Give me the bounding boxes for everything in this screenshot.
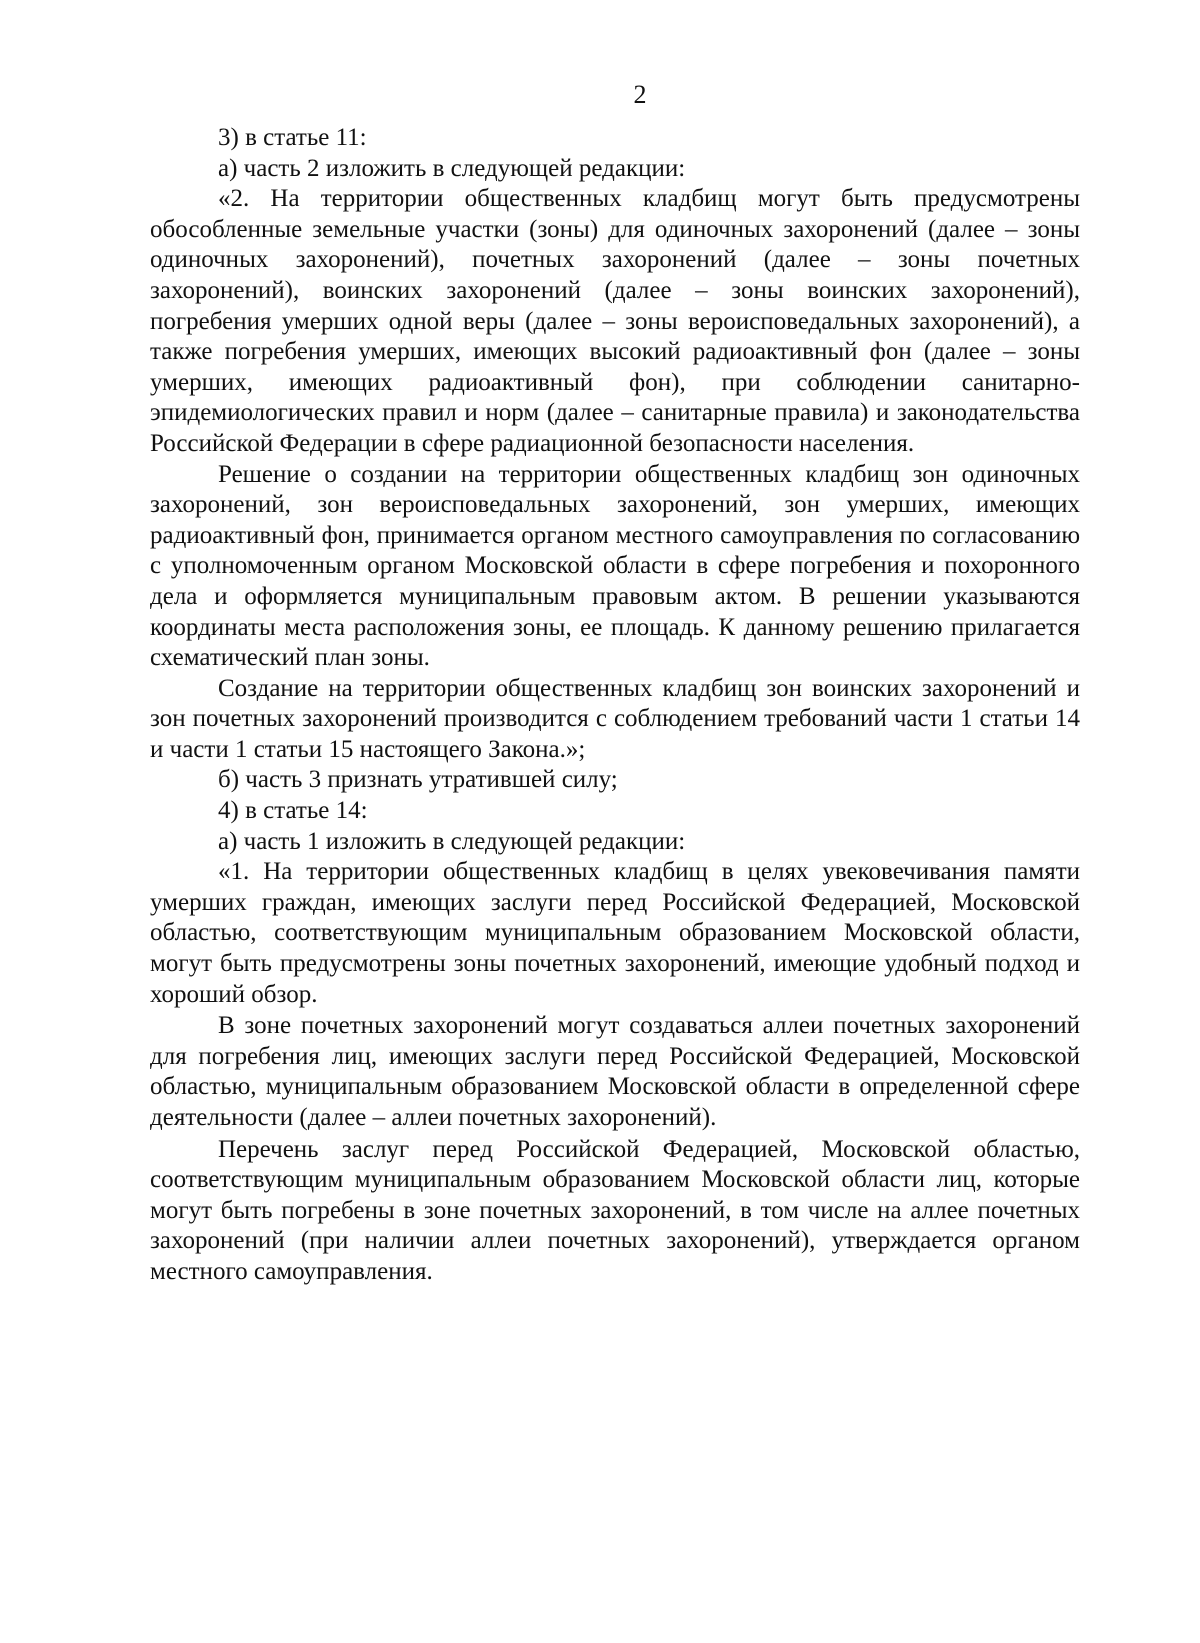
paragraph-military-honorary-zones: Создание на территории общественных кладбищ зон воинских захоронений и зон почетных захоронений производится с соблюдением требований части 1 статьи 14 и части 1 статьи 15 настоящего Закона.»; <box>150 674 1080 763</box>
paragraph-new-part-1-text: «1. На территории общественных кладбищ в целях увековечивания памяти умерших граждан, имеющих заслуги перед Российской Федерацией, Московской областью, соответствующим муниципальным образованием Московской области, могут быть предусмотрены зоны почетных захоронений, имеющие удобный подход и хороший обзор. <box>150 858 1080 1008</box>
paragraph-honorary-alleys: В зоне почетных захоронений могут создаваться аллеи почетных захоронений для погребения лиц, имеющих заслуги перед Российской Федерацией, Московской областью, муниципальным образованием Московской области в определенной сфере деятельности (далее – аллеи почетных захоронений). <box>150 1012 1080 1131</box>
document-body <box>150 123 1080 1288</box>
paragraph-article-14-heading: 4) в статье 14: <box>218 797 368 825</box>
paragraph-part-3-repealed: б) часть 3 признать утратившей силу; <box>218 766 618 794</box>
paragraph-article-11-heading: 3) в статье 11: <box>218 124 367 151</box>
paragraph-part-1-instruction: а) часть 1 изложить в следующей редакции: <box>218 827 686 855</box>
page-number: 2 <box>633 80 647 109</box>
paragraph-new-part-2-text: «2. На территории общественных кладбищ могут быть предусмотрены обособленные земельные участки (зоны) для одиночных захоронений (далее – зоны одиночных захоронений), почетных захоронений (далее – зоны почетных захоронений), воинских захоронений (далее – зоны воинских захоронений), погребения умерших одной веры (далее – зоны вероисповедальных захоронений), а также погребения умерших, имеющих высокий радиоактивный фон (далее – зоны умерших, имеющих радиоактивный фон), при соблюдении санитарно-эпидемиологических правил и норм (далее – санитарные правила) и законодательства Российской Федерации в сфере радиационной безопасности населения. <box>150 185 1080 457</box>
paragraph-merits-list: Перечень заслуг перед Российской Федерацией, Московской областью, соответствующим муниципальным образованием Московской области лиц, которые могут быть погребены в зоне почетных захоронений, в том числе на аллее почетных захоронений (при наличии аллеи почетных захоронений), утверждается органом местного самоуправления. <box>150 1135 1080 1285</box>
paragraph-decision-on-zones: Решение о создании на территории общественных кладбищ зон одиночных захоронений, зон вероисповедальных захоронений, зон умерших, имеющих радиоактивный фон, принимается органом местного самоуправления по согласованию с уполномоченным органом Московской области в сфере погребения и похоронного дела и оформляется муниципальным правовым актом. В решении указываются координаты места расположения зоны, ее площадь. К данному решению прилагается схематический план зоны. <box>150 460 1080 672</box>
paragraph-part-2-instruction: а) часть 2 изложить в следующей редакции: <box>218 154 686 182</box>
